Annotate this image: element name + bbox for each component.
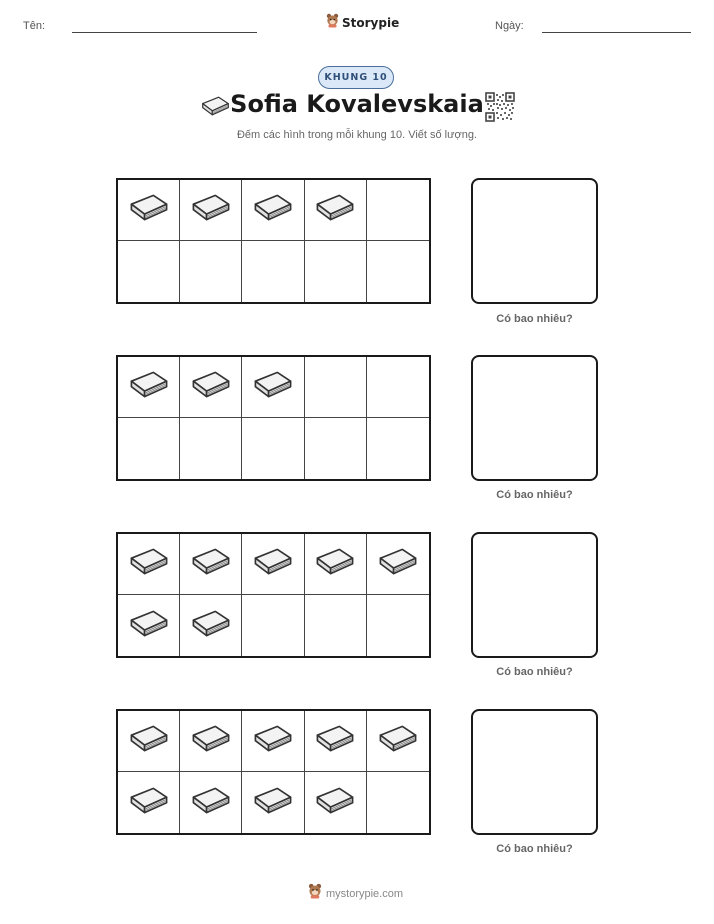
answer-box[interactable]	[471, 709, 598, 835]
ten-frame-cell	[242, 241, 304, 302]
book-icon	[189, 545, 233, 583]
ten-frame-cell	[367, 241, 429, 302]
answer-prompt: Có bao nhiêu?	[496, 666, 573, 678]
answer-box[interactable]	[471, 355, 598, 481]
book-icon	[189, 784, 233, 822]
answer-prompt: Có bao nhiêu?	[496, 313, 573, 325]
book-icon	[251, 784, 295, 822]
answer-prompt: Có bao nhiêu?	[496, 843, 573, 855]
ten-frame-cell	[242, 418, 304, 479]
ten-frame-cell	[305, 241, 367, 302]
footer-url: mystorypie.com	[326, 887, 404, 900]
ten-frame-cell	[367, 595, 429, 656]
instructions: Đếm các hình trong mỗi khung 10. Viết số lượng.	[236, 129, 477, 141]
ten-frame-cell	[305, 418, 367, 479]
book-icon	[127, 607, 171, 645]
answer-box[interactable]	[471, 532, 598, 658]
storypie-mascot-icon	[326, 13, 339, 33]
date-label: Ngày:	[495, 20, 524, 32]
ten-frame-cell	[180, 534, 242, 595]
book-icon	[189, 722, 233, 760]
book-icon	[251, 722, 295, 760]
ten-frame-cell	[180, 241, 242, 302]
book-icon	[313, 784, 357, 822]
ten-frame-cell	[367, 418, 429, 479]
ten-frame-cell	[242, 534, 304, 595]
book-icon	[251, 545, 295, 583]
book-icon	[189, 191, 233, 229]
name-line[interactable]	[72, 32, 257, 33]
ten-frame	[116, 709, 431, 835]
ten-frame-cell	[180, 595, 242, 656]
storypie-mascot-icon	[308, 883, 322, 904]
ten-frame-cell	[118, 241, 180, 302]
book-icon	[251, 368, 295, 406]
ten-frame-cell	[180, 711, 242, 772]
date-line[interactable]	[542, 32, 691, 33]
brand-name: Storypie	[342, 16, 400, 30]
ten-frame-cell	[118, 595, 180, 656]
ten-frame-cell	[180, 772, 242, 833]
ten-frame-cell	[180, 180, 242, 241]
book-icon	[189, 368, 233, 406]
ten-frame-cell	[305, 534, 367, 595]
ten-frame-cell	[118, 772, 180, 833]
ten-frame-cell	[242, 595, 304, 656]
book-icon	[251, 191, 295, 229]
ten-frame	[116, 178, 431, 304]
ten-frame-cell	[180, 357, 242, 418]
ten-frame-cell	[367, 534, 429, 595]
ten-frame-cell	[305, 772, 367, 833]
brand-logo	[326, 13, 399, 33]
page-title: Sofia Kovalevskaia	[230, 90, 484, 118]
ten-frame-cell	[242, 357, 304, 418]
ten-frame-cell	[118, 711, 180, 772]
book-icon	[127, 368, 171, 406]
ten-frame-cell	[118, 180, 180, 241]
ten-frame-cell	[305, 357, 367, 418]
ten-frame-cell	[180, 418, 242, 479]
ten-frame-cell	[118, 418, 180, 479]
book-icon	[127, 191, 171, 229]
book-icon	[313, 722, 357, 760]
ten-frame-cell	[305, 180, 367, 241]
worksheet-type-badge: KHUNG 10	[318, 66, 394, 89]
book-icon	[127, 784, 171, 822]
ten-frame-cell	[367, 180, 429, 241]
qr-code-icon	[485, 92, 515, 127]
book-icon	[127, 722, 171, 760]
answer-box[interactable]	[471, 178, 598, 304]
book-icon	[189, 607, 233, 645]
ten-frame-cell	[118, 357, 180, 418]
book-icon	[127, 545, 171, 583]
ten-frame-cell	[242, 772, 304, 833]
ten-frame-cell	[118, 534, 180, 595]
book-icon	[376, 545, 420, 583]
ten-frame-cell	[242, 180, 304, 241]
ten-frame-cell	[367, 357, 429, 418]
ten-frame	[116, 355, 431, 481]
answer-prompt: Có bao nhiêu?	[496, 489, 573, 501]
name-label: Tên:	[23, 20, 46, 32]
ten-frame	[116, 532, 431, 658]
ten-frame-cell	[367, 711, 429, 772]
ten-frame-cell	[305, 595, 367, 656]
ten-frame-cell	[367, 772, 429, 833]
ten-frame-cell	[242, 711, 304, 772]
book-icon	[376, 722, 420, 760]
book-icon	[313, 545, 357, 583]
ten-frame-cell	[305, 711, 367, 772]
book-icon	[313, 191, 357, 229]
footer	[308, 883, 403, 904]
